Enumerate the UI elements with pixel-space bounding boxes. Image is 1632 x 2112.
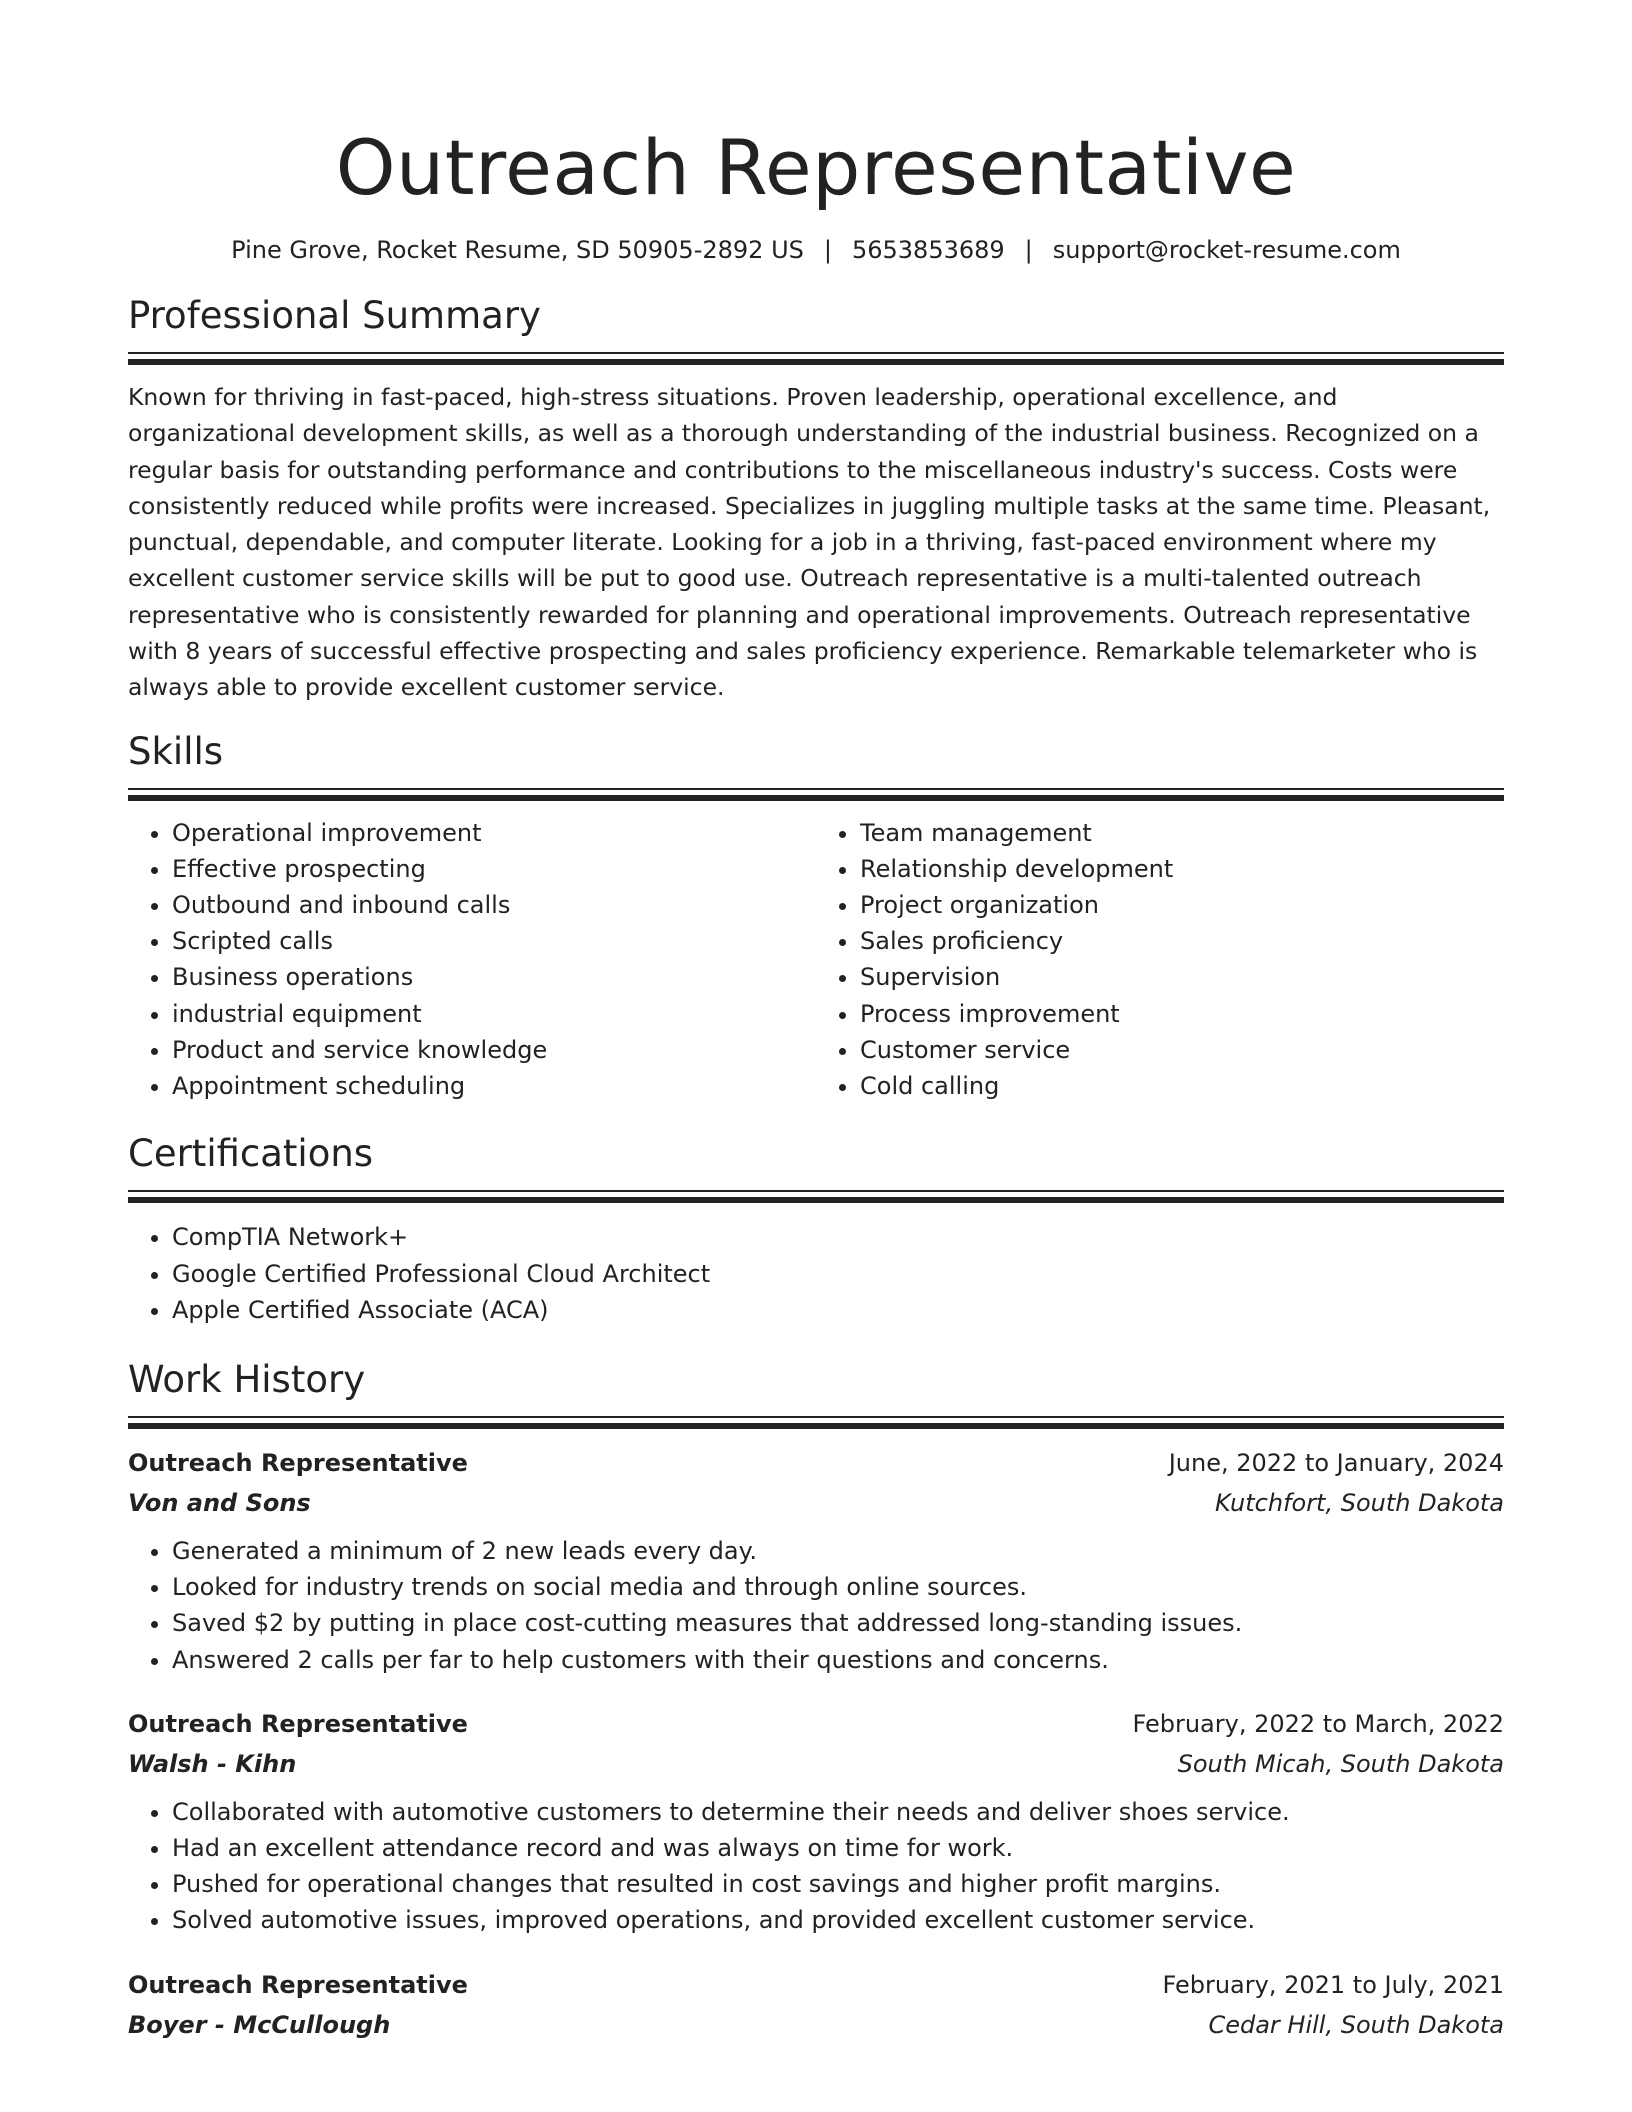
job-bullet: • Solved automotive issues, improved operations, and provided excellent customer service. <box>172 1902 1504 1938</box>
certifications-list <box>128 1219 1504 1328</box>
skills-list-right <box>816 815 1504 1105</box>
certifications-section <box>128 1130 1504 1328</box>
skill-item: • Effective prospecting <box>172 851 816 887</box>
resume-page <box>128 0 1504 2045</box>
job-subheader <box>128 1483 1504 1523</box>
contact-email: support@rocket-resume.com <box>1052 236 1401 264</box>
work-section <box>128 1356 1504 2045</box>
skill-item: • Operational improvement <box>172 815 816 851</box>
skills-section <box>128 728 1504 1105</box>
job-bullet: • Had an excellent attendance record and was always on time for work. <box>172 1830 1504 1866</box>
job-company: Von and Sons <box>128 1488 311 1517</box>
job-header <box>128 1443 1504 1483</box>
skills-columns <box>128 815 1504 1105</box>
skill-item: • Outbound and inbound calls <box>172 887 816 923</box>
skill-item: • Appointment scheduling <box>172 1068 816 1104</box>
section-title-summary: Professional Summary <box>128 294 541 337</box>
job-bullet: • Answered 2 calls per far to help customers with their questions and concerns. <box>172 1642 1504 1678</box>
summary-text: Known for thriving in fast-paced, high-stress situations. Proven leadership, operational excellence, and organizational development skills, as well as a thorough understanding of the industrial business. Recognized on a regular basis for outstanding performance and contributions to the miscellaneous industry's success. Costs were consistently reduced while profits were increased. Specializes in juggling multiple tasks at the same time. Pleasant, punctual, dependable, and computer literate. Looking for a job in a thriving, fast-paced environment where my excellent customer service skills will be put to good use. Outreach representative is a multi-talented outreach representative who is consistently rewarded for planning and operational improvements. Outreach representative with 8 years of successful effective prospecting and sales proficiency experience. Remarkable telemarketer who is always able to provide excellent customer service. <box>128 383 1491 702</box>
job-entry <box>128 1704 1504 1939</box>
skill-item: • Cold calling <box>860 1068 1504 1104</box>
job-company: Boyer - McCullough <box>128 2010 391 2039</box>
summary-section <box>128 292 1504 706</box>
skill-item: • Relationship development <box>860 851 1504 887</box>
skill-item: • Sales proficiency <box>860 923 1504 959</box>
skills-list-left <box>128 815 816 1105</box>
job-subheader <box>128 2005 1504 2045</box>
resume-name: Outreach Representative <box>335 123 1297 212</box>
job-company: Walsh - Kihn <box>128 1749 297 1778</box>
skill-item: • Supervision <box>860 959 1504 995</box>
job-bullet: • Pushed for operational changes that resulted in cost savings and higher profit margins. <box>172 1866 1504 1902</box>
section-divider <box>128 788 1504 801</box>
job-bullet: • Looked for industry trends on social media and through online sources. <box>172 1569 1504 1605</box>
job-bullets <box>128 1533 1504 1678</box>
section-divider <box>128 1416 1504 1429</box>
certification-item: • Apple Certified Associate (ACA) <box>172 1292 1504 1328</box>
certification-item: • Google Certified Professional Cloud Architect <box>172 1256 1504 1292</box>
job-dates: June, 2022 to January, 2024 <box>1168 1448 1504 1477</box>
job-subheader <box>128 1744 1504 1784</box>
skill-item: • Product and service knowledge <box>172 1032 816 1068</box>
contact-phone: 5653853689 <box>851 236 1005 264</box>
job-entry <box>128 1443 1504 1678</box>
skill-item: • Scripted calls <box>172 923 816 959</box>
job-location: Kutchfort, South Dakota <box>1214 1488 1504 1517</box>
contact-separator: | <box>1024 236 1033 264</box>
job-header <box>128 1704 1504 1744</box>
section-divider <box>128 352 1504 365</box>
section-title-certifications: Certifications <box>128 1132 374 1176</box>
section-title-work: Work History <box>128 1357 366 1401</box>
job-bullet: • Collaborated with automotive customers to determine their needs and deliver shoes service. <box>172 1794 1504 1830</box>
job-location: South Micah, South Dakota <box>1177 1749 1504 1778</box>
contact-separator: | <box>823 236 832 264</box>
job-dates: February, 2022 to March, 2022 <box>1132 1709 1504 1738</box>
job-location: Cedar Hill, South Dakota <box>1208 2010 1504 2039</box>
skill-item: • industrial equipment <box>172 996 816 1032</box>
job-bullets <box>128 1794 1504 1939</box>
skill-item: • Process improvement <box>860 996 1504 1032</box>
job-title: Outreach Representative <box>128 1448 468 1477</box>
job-header <box>128 1965 1504 2005</box>
job-bullet: • Generated a minimum of 2 new leads every day. <box>172 1533 1504 1569</box>
skill-item: • Business operations <box>172 959 816 995</box>
job-dates: February, 2021 to July, 2021 <box>1162 1970 1504 1999</box>
job-entry <box>128 1965 1504 2045</box>
job-title: Outreach Representative <box>128 1970 468 1999</box>
section-title-skills: Skills <box>128 729 224 773</box>
certification-item: • CompTIA Network+ <box>172 1219 1504 1255</box>
skill-item: • Team management <box>860 815 1504 851</box>
job-bullet: • Saved $2 by putting in place cost-cutting measures that addressed long-standing issues. <box>172 1605 1504 1641</box>
skill-item: • Project organization <box>860 887 1504 923</box>
contact-address: Pine Grove, Rocket Resume, SD 50905-2892 US <box>231 236 804 264</box>
skill-item: • Customer service <box>860 1032 1504 1068</box>
job-title: Outreach Representative <box>128 1709 468 1738</box>
section-divider <box>128 1190 1504 1203</box>
contact-line <box>128 234 1504 266</box>
